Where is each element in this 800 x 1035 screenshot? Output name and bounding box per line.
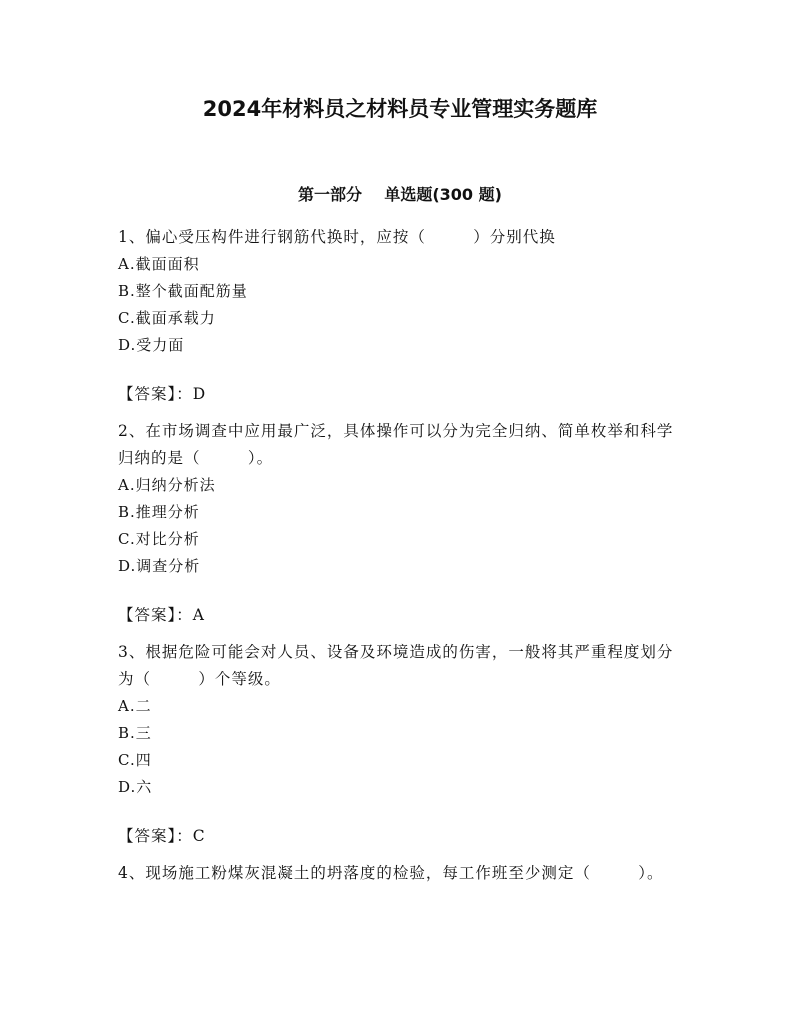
question-2 [118, 418, 682, 629]
answer-line: 【答案】：D [118, 385, 207, 403]
option-a: A.二 [118, 697, 152, 715]
option-a: A.归纳分析法 [118, 476, 216, 494]
option-c: C.四 [118, 751, 152, 769]
question-3 [118, 639, 682, 850]
option-d: D.受力面 [118, 336, 185, 354]
option-b: B.推理分析 [118, 503, 200, 521]
option-a: A.截面面积 [118, 255, 200, 273]
option-d: D.六 [118, 778, 153, 796]
option-d: D.调查分析 [118, 557, 201, 575]
question-stem: 4、现场施工粉煤灰混凝土的坍落度的检验，每工作班至少测定（ ）。 [118, 864, 664, 882]
option-b: B.整个截面配筋量 [118, 282, 248, 300]
question-1 [118, 224, 682, 408]
question-stem: 2、在市场调查中应用最广泛，具体操作可以分为完全归纳、简单枚举和科学归纳的是（ ）。 [118, 422, 674, 467]
question-stem: 3、根据危险可能会对人员、设备及环境造成的伤害，一般将其严重程度划分为（ ）个等级。 [118, 643, 674, 688]
answer-line: 【答案】：A [118, 606, 205, 624]
document-title: 2024年材料员之材料员专业管理实务题库 [202, 97, 598, 121]
question-stem: 1、偏心受压构件进行钢筋代换时，应按（ ）分别代换 [118, 228, 556, 246]
option-b: B.三 [118, 724, 152, 742]
option-c: C.对比分析 [118, 530, 200, 548]
question-4 [118, 860, 682, 887]
section-title: 第一部分 单选题(300 题) [298, 185, 502, 204]
question-list [118, 224, 682, 887]
answer-line: 【答案】：C [118, 827, 206, 845]
option-c: C.截面承载力 [118, 309, 216, 327]
